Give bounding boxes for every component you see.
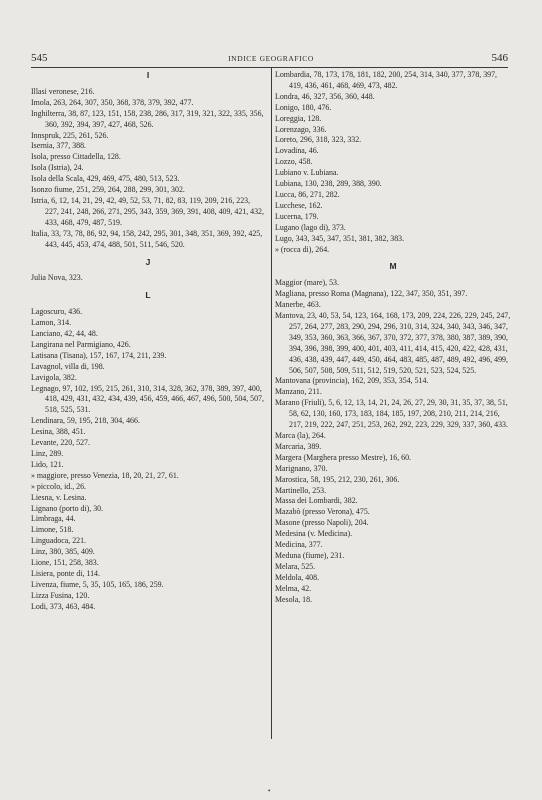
index-entry: Mantovana (provincia), 162, 209, 353, 354, 514. xyxy=(275,376,429,386)
section-letter: I xyxy=(146,70,150,80)
index-entry: Mesola, 18. xyxy=(275,594,313,604)
index-entry: Livenza, fiume, 5, 35, 105, 165, 186, 259. xyxy=(31,579,164,589)
section-letter: J xyxy=(145,256,151,267)
index-entry: Limbraga, 44. xyxy=(31,514,76,524)
index-entry: Meldola, 408. xyxy=(275,572,320,582)
index-entry: Melara, 525. xyxy=(275,561,316,571)
index-entry: Linz, 289. xyxy=(31,449,64,458)
index-entry: Manerbe, 463. xyxy=(275,300,321,310)
index-entry: Lucerna, 179. xyxy=(275,211,319,221)
index-entry: Isola (Istria), 24. xyxy=(31,163,84,173)
index-entry: Lonigo, 180, 476. xyxy=(275,102,332,112)
index-entry: » piccolo, id., 26. xyxy=(31,481,87,491)
index-entry: Mantova, 23, 40, 53, 54, 123, 164, 168, 173, 209, 224, 226, 229, 245, 247, 257, 264, 277, 283, 290, 294, 296, 310, 314, 324, 340, 343, 346, 347, 349, 353, 360, 363, 366, 367, 370, 372, 377, 378, 380, 387, 389, 390, 394, 396, 398, 399, 400, 401, 403, 411, 414, 415, 420, 422, 428, 431, 436, 438, 439, 447, 449, 450, 464, 483, 485, 487, 489, 492, 496, 499, 506, 507, 508, 509, 511, 512, 519, 520, 521, 523, 524, 525. xyxy=(275,311,511,375)
section-letter: M xyxy=(389,261,397,272)
right-page-number: 546 xyxy=(491,52,508,64)
column-divider xyxy=(271,67,272,739)
index-entry: Liesna, v. Lesina. xyxy=(31,492,87,502)
index-entry: Marignano, 370. xyxy=(275,463,328,473)
index-entry: Martinello, 253. xyxy=(275,485,327,495)
right-column xyxy=(275,70,511,606)
index-entry: Lozzo, 458. xyxy=(275,157,313,167)
page-header xyxy=(0,52,542,66)
index-entry: Levante, 220, 527. xyxy=(31,438,90,448)
index-entry: Medicina, 377. xyxy=(275,540,323,550)
index-entry: Lanciano, 42, 44, 48. xyxy=(31,329,98,339)
index-entry: Lagoscuro, 436. xyxy=(31,307,83,317)
index-entry: Lido, 121. xyxy=(31,459,64,469)
index-entry: Meduna (fiume), 231. xyxy=(275,550,345,560)
section-letter: L xyxy=(145,290,151,301)
index-entry: Lione, 151, 258, 383. xyxy=(31,558,99,568)
index-entry: Lodi, 373, 463, 484. xyxy=(31,601,96,611)
index-entry: Marostica, 58, 195, 212, 230, 261, 306. xyxy=(275,474,400,484)
index-entry: Lovadina, 46. xyxy=(275,146,319,156)
index-entry: Lesina, 388, 451. xyxy=(31,427,86,437)
index-entry: Massa dei Lombardi, 382. xyxy=(275,496,358,506)
index-entry: Lugano (lago di), 373. xyxy=(275,222,346,232)
index-entry: Isola, presso Cittadella, 128. xyxy=(31,152,121,162)
index-entry: Marcaria, 389. xyxy=(275,441,322,451)
index-entry: Legnago, 97, 102, 195, 215, 261, 310, 314, 328, 362, 378, 389, 397, 400, 418, 429, 431, 432, 434, 439, 456, 459, 466, 467, 496, 500, 504, 507, 518, 525, 531. xyxy=(31,383,264,415)
index-entry: Lendinara, 59, 195, 218, 304, 466. xyxy=(31,416,140,426)
index-entry: Lombardia, 78, 173, 178, 181, 182, 200, 254, 314, 340, 377, 378, 397, 419, 436, 461, 468, 469, 473, 482. xyxy=(275,70,498,90)
index-entry: Linz, 380, 385, 409. xyxy=(31,547,95,557)
index-entry: Langirana nel Parmigiano, 426. xyxy=(31,339,131,349)
footer-mark: • xyxy=(268,787,271,795)
index-entry: Marano (Friuli), 5, 6, 12, 13, 14, 21, 24, 26, 27, 29, 30, 31, 35, 37, 38, 51, 58, 62, 130, 160, 173, 183, 184, 185, 197, 208, 210, 211, 214, 216, 217, 219, 222, 247, 251, 253, 262, 292, 223, 229, 329, 337, 360, 433. xyxy=(275,398,508,430)
index-entry: Loreto, 296, 318, 323, 332. xyxy=(275,135,362,145)
index-entry: Londra, 46, 327, 356, 360, 448. xyxy=(275,91,375,101)
index-entry: Latisana (Tisana), 157, 167, 174, 211, 239. xyxy=(31,350,167,360)
index-entry: Lizza Fusina, 120. xyxy=(31,590,90,600)
index-entry: Lubiana, 130, 238, 289, 388, 390. xyxy=(275,179,382,189)
index-entry: Melma, 42. xyxy=(275,583,312,593)
index-entry: Isonzo fiume, 251, 259, 264, 288, 299, 301, 302. xyxy=(31,185,185,195)
index-entry: Loreggia, 128. xyxy=(275,113,322,123)
index-entry: Isola della Scala, 429, 469, 475, 480, 513, 523. xyxy=(31,174,180,184)
index-entry: Medesina (v. Medicina). xyxy=(275,529,353,539)
index-entry: » maggiore, presso Venezia, 18, 20, 21, 27, 61. xyxy=(31,470,179,480)
index-entry: » (rocca di), 264. xyxy=(275,244,330,254)
index-entry: Margera (Marghera presso Mestre), 16, 60. xyxy=(275,452,411,462)
running-title: INDICE GEOGRAFICO xyxy=(228,54,314,63)
index-entry: Mazabò (presso Verona), 475. xyxy=(275,507,370,517)
index-entry: Italia, 33, 73, 78, 86, 92, 94, 158, 242, 295, 301, 348, 351, 369, 392, 425, 443, 445, 453, 474, 488, 501, 511, 546, 520. xyxy=(31,228,263,249)
left-column xyxy=(31,70,265,613)
index-entry: Linguadoca, 221. xyxy=(31,536,86,546)
index-entry: Manzano, 211. xyxy=(275,387,322,397)
index-entry: Istria, 6, 12, 14, 21, 29, 42, 49, 52, 53, 71, 82, 83, 119, 209, 216, 223, 227, 241, 248, 266, 271, 295, 343, 359, 369, 391, 408, 409, 421, 432, 433, 468, 479, 487, 519. xyxy=(31,195,264,227)
index-entry: Lubiano v. Lubiana. xyxy=(275,168,339,178)
index-entry: Lorenzago, 336. xyxy=(275,124,327,134)
index-entry: Magliana, presso Roma (Magnana), 122, 347, 350, 351, 397. xyxy=(275,289,468,299)
index-entry: Julia Nova, 323. xyxy=(31,273,83,283)
index-entry: Lavagnol, villa di, 198. xyxy=(31,361,105,371)
index-entry: Lucchese, 162. xyxy=(275,200,323,210)
index-entry: Illasi veronese, 216. xyxy=(31,86,95,96)
index-entry: Lamon, 314. xyxy=(31,318,72,328)
index-entry: Limone, 518. xyxy=(31,525,74,535)
index-entry: Maggior (mare), 53. xyxy=(275,278,339,288)
index-entry: Marca (la), 264. xyxy=(275,431,326,440)
header-rule xyxy=(31,67,508,68)
index-entry: Lignano (porto di), 30. xyxy=(31,503,104,513)
index-entry: Lisiera, ponte di, 114. xyxy=(31,568,100,578)
index-entry: Lucca, 86, 271, 282. xyxy=(275,189,340,199)
index-entry: Masone (presso Napoli), 204. xyxy=(275,518,369,528)
index-entry: Lugo, 343, 345, 347, 351, 381, 382, 383. xyxy=(275,233,405,243)
index-entry: Inghilterra, 38, 87, 123, 151, 158, 238, 286, 317, 319, 321, 322, 335, 356, 360, 392, 394, 397, 427, 468, 526. xyxy=(31,108,264,129)
index-entry: Imola, 263, 264, 307, 350, 368, 378, 379, 392, 477. xyxy=(31,97,194,107)
index-entry: Innspruk, 225, 261, 526. xyxy=(31,130,109,140)
index-entry: Isernia, 377, 388. xyxy=(31,141,87,151)
index-entry: Lavigola, 382. xyxy=(31,372,77,382)
left-page-number: 545 xyxy=(31,52,48,64)
